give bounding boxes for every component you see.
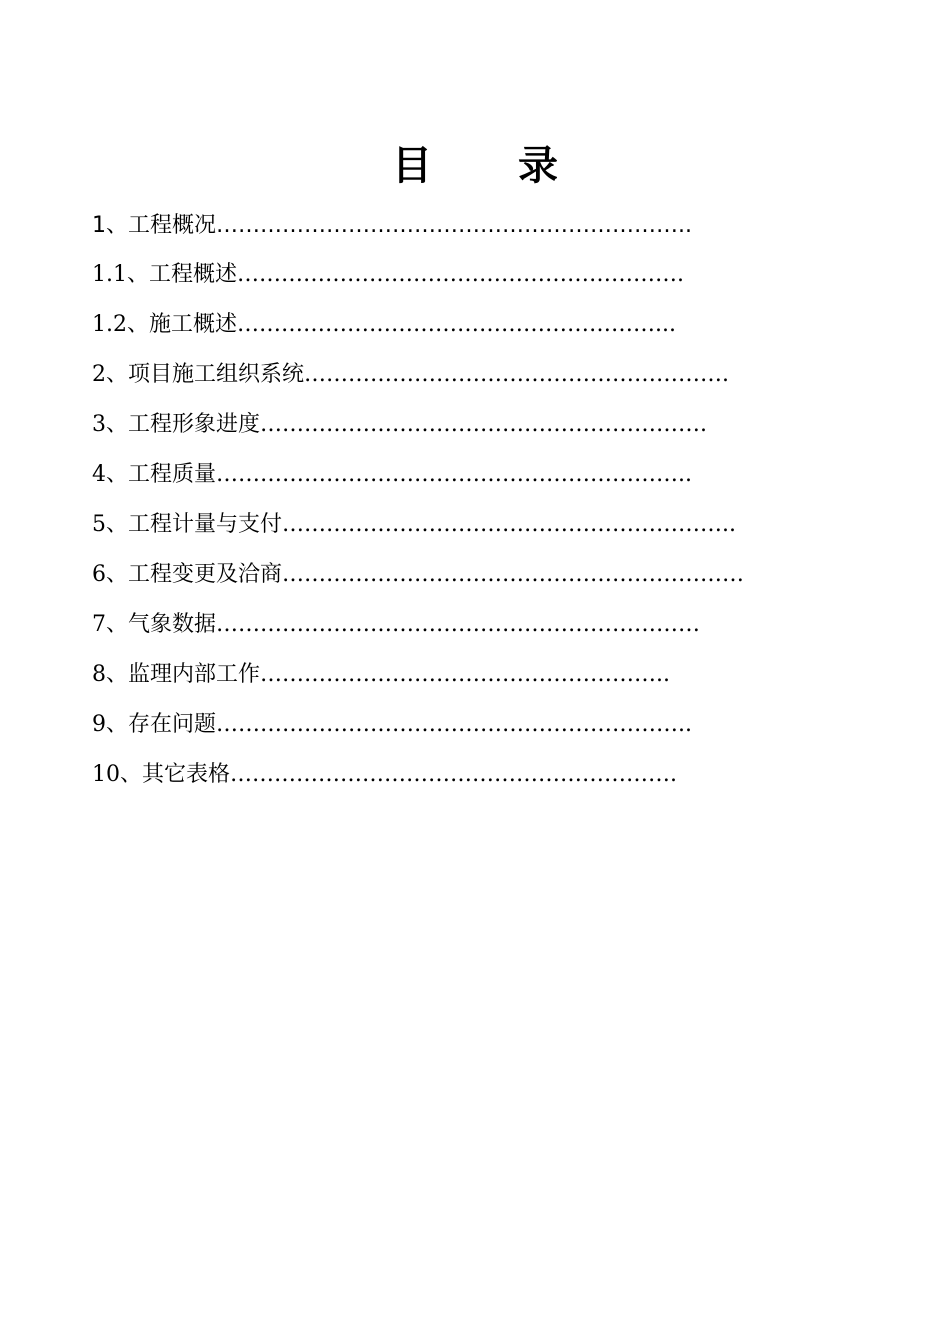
- toc-item-4: [92, 450, 804, 500]
- toc-item-8: [92, 650, 792, 700]
- table-of-contents: [92, 202, 812, 800]
- toc-item-label: 8、监理内部工作: [92, 662, 260, 687]
- toc-item-leader: ……………………………………………………..: [282, 512, 736, 537]
- toc-item-label: 5、工程计量与支付: [92, 512, 282, 537]
- toc-item-leader: ………………………………………………..: [260, 662, 670, 687]
- toc-item-label: 7、气象数据: [92, 612, 216, 637]
- toc-item-label: 3、工程形象进度: [92, 412, 260, 437]
- toc-item-1-1: [92, 250, 804, 300]
- toc-item-7: [92, 600, 794, 650]
- toc-item-label: 4、工程质量: [92, 462, 216, 487]
- toc-item-label: 6、工程变更及洽商: [92, 562, 282, 587]
- toc-item-leader: …………………………………………………...: [237, 312, 676, 337]
- toc-item-9: [92, 700, 792, 750]
- toc-item-10: [92, 750, 792, 800]
- toc-item-1-2: [92, 300, 804, 350]
- toc-item-label: 10、其它表格: [92, 762, 230, 787]
- toc-item-5: [92, 500, 804, 550]
- page-title: 目 录: [392, 143, 594, 189]
- toc-item-leader: …………………………………………………….: [230, 762, 677, 787]
- toc-item-leader: ………………………………………………………..: [216, 462, 692, 487]
- toc-item-leader: ………………………………………………….: [304, 362, 729, 387]
- toc-item-label: 2、项目施工组织系统: [92, 362, 304, 387]
- toc-item-1: [92, 202, 792, 250]
- toc-item-leader: …………………………………………………….: [237, 262, 684, 287]
- toc-item-leader: ………………………………………………………..: [216, 712, 692, 737]
- toc-item-2: [92, 350, 804, 400]
- toc-item-3: [92, 400, 804, 450]
- toc-item-leader: ………………………………………………………..: [216, 213, 692, 238]
- toc-item-leader: …………………………………………………….: [260, 412, 707, 437]
- toc-item-label: 1、工程概况: [92, 213, 216, 238]
- toc-item-leader: …………………………………………………………: [216, 612, 700, 637]
- toc-item-label: 1.2、施工概述: [92, 312, 237, 337]
- toc-item-label: 1.1、工程概述: [92, 262, 237, 287]
- toc-item-6: [92, 550, 794, 600]
- toc-item-label: 9、存在问题: [92, 712, 216, 737]
- toc-item-leader: ………………………………………………………: [282, 562, 744, 587]
